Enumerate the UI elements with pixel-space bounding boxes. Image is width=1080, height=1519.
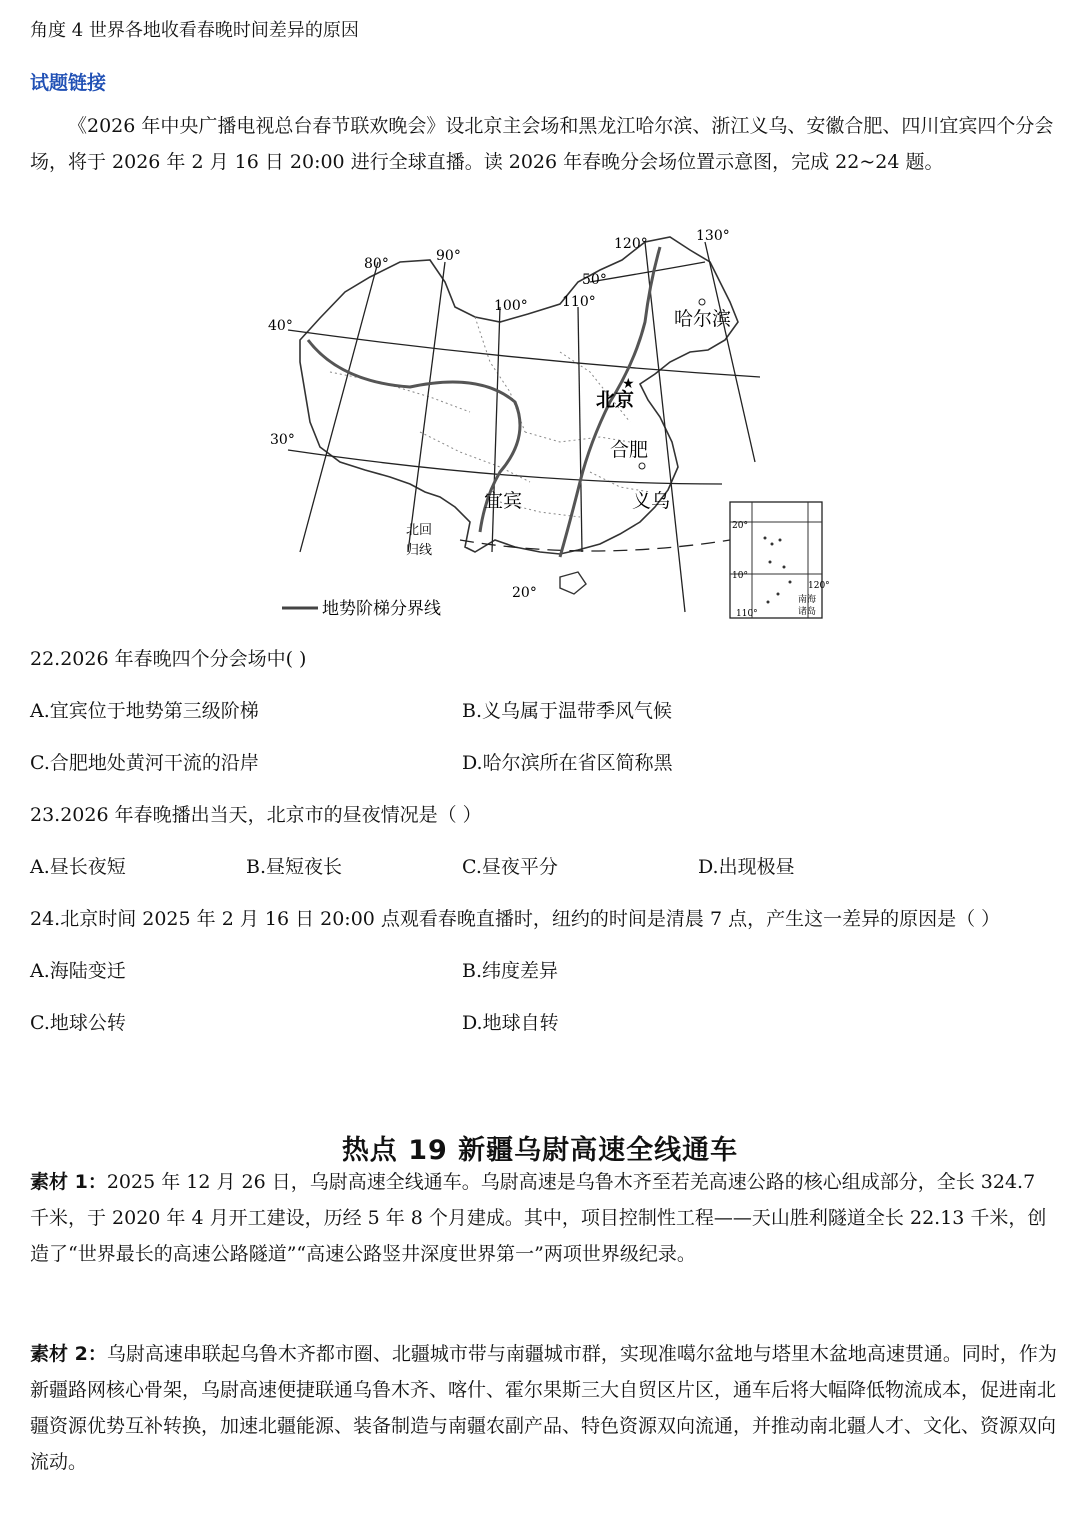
city-yibin: 宜宾 [484,490,523,512]
material-2-label: 素材 2： [30,1343,107,1365]
inset-lat-20: 20° [732,521,748,531]
beijing-star: ★ [622,376,635,392]
q23-option-a: A.昼长夜短 [30,856,126,878]
lon-label-130: 130° [696,228,730,244]
inset-title-1: 南海 [798,595,817,605]
lon-label-120: 120° [614,236,648,252]
city-harbin: 哈尔滨 [674,308,732,330]
q24-option-c: C.地球公转 [30,1012,126,1034]
harbin-marker [699,299,705,305]
material-1 [30,1164,1060,1272]
q23-option-d: D.出现极昼 [698,856,795,878]
q23-option-b: B.昼短夜长 [246,856,343,878]
city-yiwu: 义乌 [632,490,671,512]
china-map-figure [260,222,830,622]
hainan-island [560,572,586,594]
q22-option-d: D.哈尔滨所在省区简称黑 [462,752,673,774]
q22-option-c: C.合肥地处黄河干流的沿岸 [30,752,259,774]
city-beijing: 北京 [596,389,635,411]
intro-paragraph: 《2026 年中央广播电视总台春节联欢晚会》设北京主会场和黑龙江哈尔滨、浙江义乌、安徽合肥、四川宜宾四个分会场，将于 2026 年 2 月 16 日 20:00 进行全球直播。读 2026 年春晚分会场位置示意图，完成 22~24 题。 [30,115,1054,173]
material-1-text: 2025 年 12 月 26 日，乌尉高速全线通车。乌尉高速是乌鲁木齐至若羌高速公路的核心组成部分，全长 324.7 千米，于 2020 年 4 月开工建设，历经 5 年 8 个月建成。其中，项目控制性工程——天山胜利隧道全长 22.13 千米，创造了“世界最长的高速公路隧道”“高速公路竖井深度世界第一”两项世界级纪录。 [30,1171,1047,1265]
material-2 [30,1336,1060,1480]
material-1-label: 素材 1： [30,1171,107,1193]
tropic-label-2: 归线 [406,543,433,558]
angle-heading: 角度 4 世界各地收看春晚时间差异的原因 [30,20,359,41]
q24-option-d: D.地球自转 [462,1012,559,1034]
material-2-text: 乌尉高速串联起乌鲁木齐都市圈、北疆城市带与南疆城市群，实现准噶尔盆地与塔里木盆地高速贯通。同时，作为新疆路网核心骨架，乌尉高速便捷联通乌鲁木齐、喀什、霍尔果斯三大自贸区片区，通车后将大幅降低物流成本，促进南北疆资源优势互补转换，加速北疆能源、装备制造与南疆农副产品、特色资源双向流通，并推动南北疆人才、文化、资源双向流动。 [30,1343,1057,1473]
q24-option-a: A.海陆变迁 [30,960,126,982]
inset-title-2: 诸岛 [798,607,817,617]
lon-label-90: 90° [436,248,461,264]
legend-text: 地势阶梯分界线 [322,599,441,619]
lon-label-110: 110° [562,294,596,310]
hefei-marker [639,463,645,469]
hot-topic-title: 热点 19 新疆乌尉高速全线通车 [341,1135,739,1166]
lon-label-100: 100° [494,298,528,314]
question-24-stem: 24.北京时间 2025 年 2 月 16 日 20:00 点观看春晚直播时，纽约的时间是清晨 7 点，产生这一差异的原因是（ ） [30,908,1001,930]
lat-label-30: 30° [270,432,295,448]
lat-label-40: 40° [268,318,293,334]
link-label: 试题链接 [30,72,107,94]
q23-option-c: C.昼夜平分 [462,856,558,878]
q24-option-b: B.纬度差异 [462,960,559,982]
question-22-stem: 22.2026 年春晚四个分会场中( ) [30,648,307,670]
city-hefei: 合肥 [610,439,649,461]
inset-lat-10: 10° [732,571,748,581]
tropic-label-1: 北回 [406,523,433,538]
lat-label-50: 50° [582,272,607,288]
lon-label-80: 80° [364,256,389,272]
lat-label-20: 20° [512,585,537,601]
inset-lon-110: 110° [736,609,758,619]
inset-lon-120: 120° [808,581,830,591]
q22-option-b: B.义乌属于温带季风气候 [462,700,673,722]
question-23-stem: 23.2026 年春晚播出当天，北京市的昼夜情况是（ ） [30,804,482,826]
q22-option-a: A.宜宾位于地势第三级阶梯 [30,700,259,722]
